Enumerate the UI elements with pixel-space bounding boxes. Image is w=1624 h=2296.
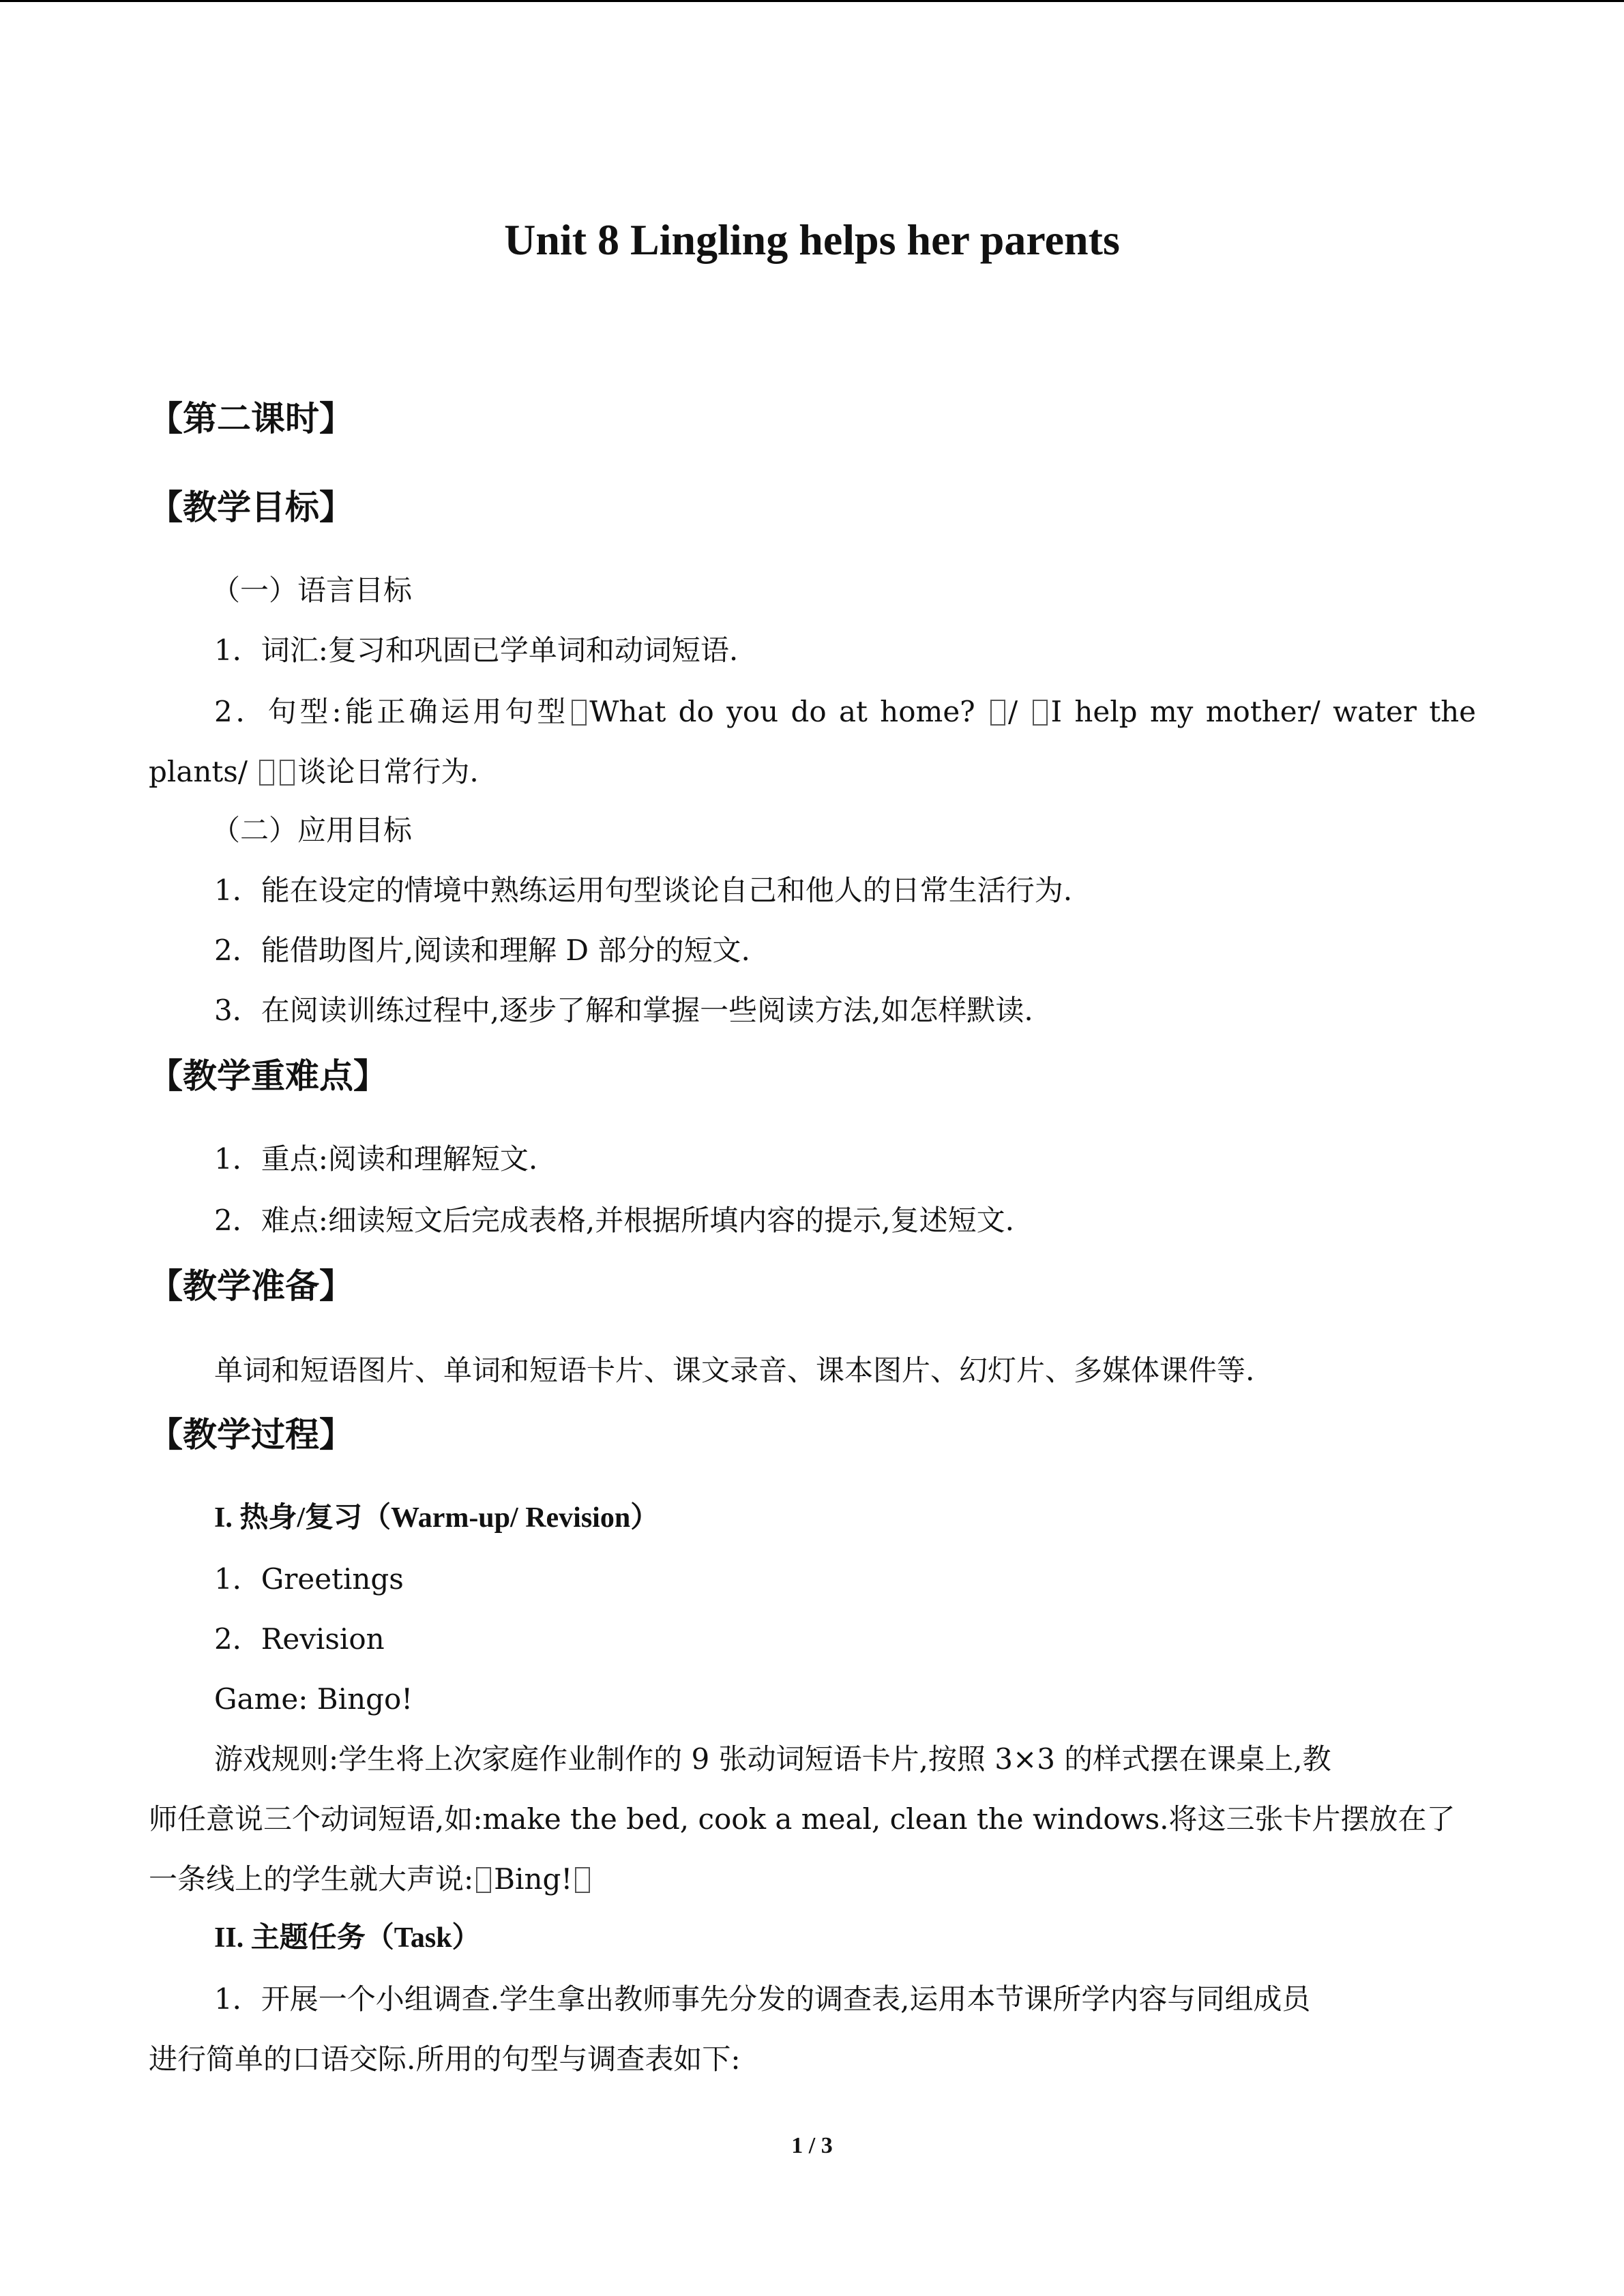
quote-box-icon [280, 760, 295, 786]
language-goal-sentence-line1 [214, 693, 1476, 731]
language-goal-sentence-line2 [149, 753, 479, 791]
application-goals-label: （二）应用目标 [211, 814, 413, 847]
quote-box-icon [572, 700, 587, 726]
process-heading: 【教学过程】 [149, 1415, 353, 1455]
key-points-heading: 【教学重难点】 [149, 1056, 387, 1096]
game-rules-line3 [149, 1860, 593, 1898]
objectives-heading: 【教学目标】 [149, 488, 353, 527]
quote-box-icon [476, 1867, 491, 1893]
sentence-goal-answer: I help my mother/ water the [1050, 695, 1477, 728]
sentence-goal-slash: / [1008, 695, 1018, 728]
application-goal-2: 2．能借助图片,阅读和理解 D 部分的短文. [214, 934, 750, 967]
section-warmup-title: I. 热身/复习（Warm-up/ Revision） [214, 1502, 660, 1534]
application-goal-1: 1．能在设定的情境中熟练运用句型谈论自己和他人的日常生活行为. [214, 874, 1073, 907]
page-number: 1 / 3 [791, 2133, 833, 2158]
task-item1-line1: 1．开展一个小组调查.学生拿出教师事先分发的调查表,运用本节课所学内容与同组成员 [214, 1982, 1311, 2016]
game-title: Game: Bingo! [214, 1682, 413, 1716]
application-goal-3: 3．在阅读训练过程中,逐步了解和掌握一些阅读方法,如怎样默读. [214, 994, 1033, 1027]
section-task-title: II. 主题任务（Task） [214, 1922, 481, 1954]
task-item1-line2: 进行简单的口语交际.所用的句型与调查表如下: [149, 2042, 741, 2076]
quote-box-icon [990, 700, 1005, 726]
game-rules-line2: 师任意说三个动词短语,如:make the bed, cook a meal, clean the windows.将这三张卡片摆放在了 [149, 1802, 1456, 1836]
warmup-item-revision: 2．Revision [214, 1622, 385, 1656]
preparation-text: 单词和短语图片、单词和短语卡片、课文录音、课本图片、幻灯片、多媒体课件等. [214, 1354, 1255, 1387]
bing-word: Bing! [494, 1862, 573, 1896]
key-point-1: 1．重点:阅读和理解短文. [214, 1142, 538, 1176]
key-point-2: 2．难点:细读短文后完成表格,并根据所填内容的提示,复述短文. [214, 1204, 1014, 1237]
preparation-heading: 【教学准备】 [149, 1266, 353, 1306]
quote-box-icon [575, 1867, 590, 1893]
language-goals-label: （一）语言目标 [211, 573, 413, 607]
sentence-goal-suffix: 谈论日常行为. [297, 755, 479, 788]
sentence-goal-prefix: 2．句型:能正确运用句型 [214, 695, 570, 728]
lesson-heading: 【第二课时】 [149, 399, 353, 438]
language-goal-vocabulary: 1．词汇:复习和巩固已学单词和动词短语. [214, 633, 739, 667]
quote-box-icon [1033, 700, 1048, 726]
sentence-goal-plants: plants/ [149, 755, 248, 788]
game-rules-line3-text: 一条线上的学生就大声说: [149, 1862, 474, 1896]
quote-box-icon [259, 760, 274, 786]
page-title: Unit 8 Lingling helps her parents [504, 215, 1120, 264]
warmup-item-greetings: 1．Greetings [214, 1562, 404, 1596]
game-rules-line1: 游戏规则:学生将上次家庭作业制作的 9 张动词短语卡片,按照 3×3 的样式摆在课桌上,教 [214, 1742, 1331, 1776]
sentence-goal-question: What do you do at home? [589, 695, 975, 728]
